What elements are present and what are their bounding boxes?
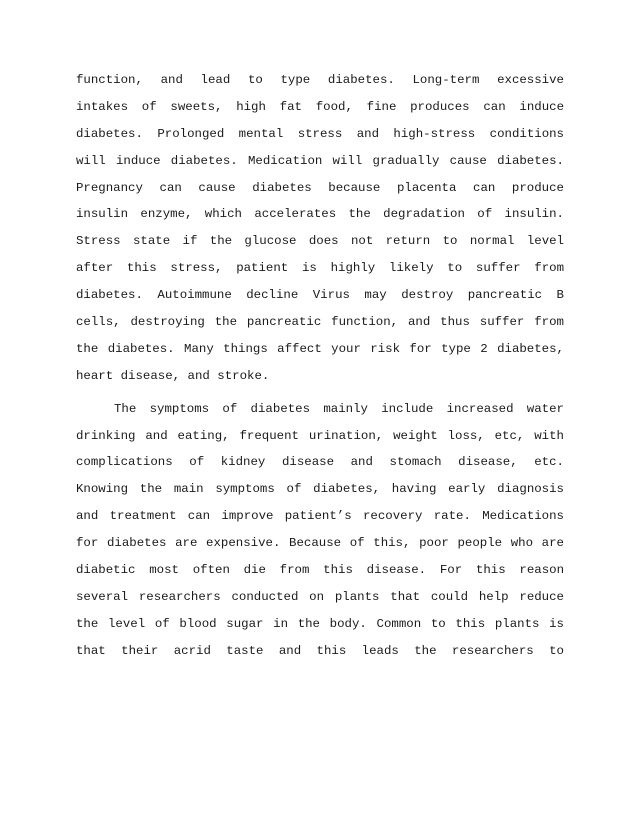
text-line: after this stress, patient is highly likely to suffer from [76,261,564,276]
paragraph-1 [76,70,564,393]
text-line: insulin enzyme, which accelerates the degradation of insulin. [76,207,564,222]
text-line: function, and lead to type diabetes. Long-term excessive [76,73,564,87]
paragraph-2 [76,399,564,668]
text-line: The symptoms of diabetes mainly include increased water [114,401,564,416]
document-body [76,70,564,668]
text-line: diabetes. Prolonged mental stress and high-stress conditions [76,126,564,141]
text-line: drinking and eating, frequent urination, weight loss, etc, with [76,428,564,443]
text-line: several researchers conducted on plants that could help reduce [76,589,564,604]
text-line: that their acrid taste and this leads the researchers to [76,643,564,658]
text-line: and treatment can improve patient’s recovery rate. Medications [76,509,564,524]
text-line: for diabetes are expensive. Because of this, poor people who are [76,536,564,551]
text-line: the level of blood sugar in the body. Common to this plants is [76,616,564,631]
text-line: cells, destroying the pancreatic function, and thus suffer from [76,315,564,330]
text-line: heart disease, and stroke. [76,368,270,383]
text-line: Stress state if the glucose does not return to normal level [76,234,564,249]
text-line: Pregnancy can cause diabetes because placenta can produce [76,180,564,195]
text-line: intakes of sweets, high fat food, fine produces can induce [76,99,564,114]
text-line: will induce diabetes. Medication will gradually cause diabetes. [76,153,564,168]
text-line: the diabetes. Many things affect your risk for type 2 diabetes, [76,341,564,356]
text-line: diabetes. Autoimmune decline Virus may destroy pancreatic B [76,288,564,303]
text-line: complications of kidney disease and stomach disease, etc. [76,455,564,470]
text-line: Knowing the main symptoms of diabetes, having early diagnosis [76,482,564,497]
text-line: diabetic most often die from this disease. For this reason [76,563,564,578]
